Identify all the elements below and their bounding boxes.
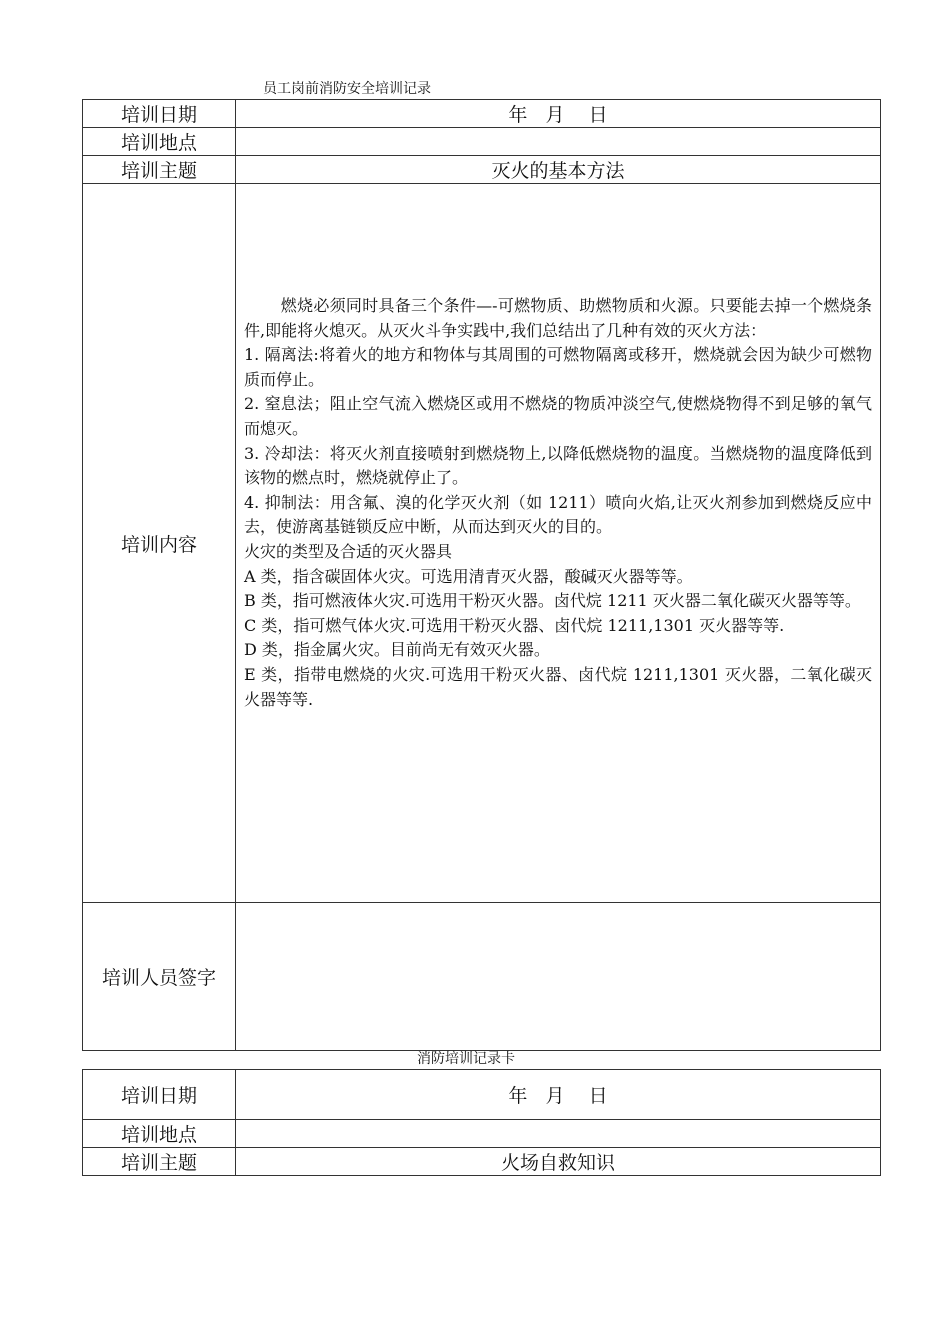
content-intro: 燃烧必须同时具备三个条件—-可燃物质、助燃物质和火源。只要能去掉一个燃烧条件,即能将火熄灭。从灭火斗争实践中,我们总结出了几种有效的灭火方法： [244, 296, 872, 340]
content-method-2: 2. 窒息法；阻止空气流入燃烧区或用不燃烧的物质冲淡空气,使燃烧物得不到足够的氧气而熄灭。 [244, 394, 872, 438]
content-method-4: 4. 抑制法：用含氟、溴的化学灭火剂（如 1211）喷向火焰,让灭火剂参加到燃烧反应中去，使游离基链锁反应中断，从而达到灭火的目的。 [244, 492, 872, 537]
record1-location-label: 培训地点 [83, 128, 236, 156]
record1-content-label: 培训内容 [83, 184, 236, 903]
record2-topic-label: 培训主题 [83, 1148, 236, 1176]
record1-content-body [236, 184, 880, 712]
content-class-c: C 类，指可燃气体火灾.可选用干粉灭火器、卤代烷 1211,1301 灭火器等等. [244, 615, 785, 635]
record2-caption: 消防培训记录卡 [417, 1051, 515, 1067]
content-method-3: 3. 冷却法：将灭火剂直接喷射到燃烧物上,以降低燃烧物的温度。当燃烧物的温度降低到该物的燃点时，燃烧就停止了。 [244, 443, 872, 488]
record1-location-row [83, 128, 881, 156]
record2-location-label: 培训地点 [83, 1120, 236, 1148]
record1-topic-row [83, 156, 881, 184]
record1-caption: 员工岗前消防安全培训记录 [263, 81, 431, 97]
content-method-1: 1. 隔离法:将着火的地方和物体与其周围的可燃物隔离或移开，燃烧就会因为缺少可燃物质而停止。 [244, 345, 872, 389]
content-class-e: E 类，指带电燃烧的火灾.可选用干粉灭火器、卤代烷 1211,1301 灭火器，二氧化碳灭火器等等. [244, 664, 872, 709]
record1-topic-label: 培训主题 [83, 156, 236, 184]
record2-date-value: 年 月 日 [236, 1070, 881, 1120]
record1-signature-row [83, 903, 881, 1051]
record2-date-row [83, 1070, 881, 1120]
content-class-b: B 类，指可燃液体火灾.可选用干粉灭火器。卤代烷 1211 灭火器二氧化碳灭火器等等。 [244, 591, 861, 611]
record2-location-value [236, 1120, 881, 1148]
record1-signature-field[interactable] [236, 903, 881, 1051]
record1-topic-value: 灭火的基本方法 [236, 156, 881, 184]
record2-table [82, 1069, 881, 1176]
record1-date-value: 年 月 日 [236, 100, 881, 128]
content-fire-types-heading: 火灾的类型及合适的灭火器具 [244, 541, 453, 561]
record1-signature-label: 培训人员签字 [83, 903, 236, 1051]
record1-location-value [236, 128, 881, 156]
content-class-d: D 类，指金属火灾。目前尚无有效灭火器。 [244, 640, 550, 660]
record1-date-row [83, 100, 881, 128]
content-class-a: A 类，指含碳固体火灾。可选用清青灭火器，酸碱灭火器等等。 [244, 566, 693, 586]
record2-topic-value: 火场自救知识 [236, 1148, 881, 1176]
record2-date-label: 培训日期 [83, 1070, 236, 1120]
record1-content-cell [236, 184, 881, 903]
record1-content-row [83, 184, 881, 903]
record2-topic-row [83, 1148, 881, 1176]
record2-location-row [83, 1120, 881, 1148]
record1-table [82, 99, 881, 1051]
record1-date-label: 培训日期 [83, 100, 236, 128]
